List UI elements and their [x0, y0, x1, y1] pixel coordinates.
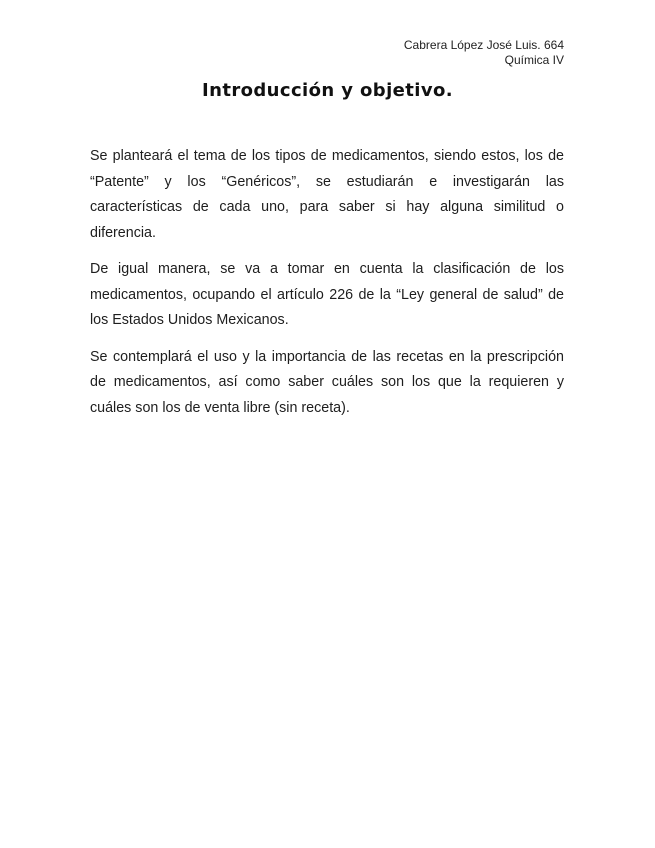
paragraph-1: Se planteará el tema de los tipos de medicamentos, siendo estos, los de “Patente” y los “Genéricos”, se estudiarán e investigarán las características de cada uno, para saber si hay alguna similitud o diferencia. — [90, 148, 564, 241]
page-header — [404, 38, 564, 68]
author-line: Cabrera López José Luis. 664 — [403, 38, 564, 52]
page-title: Introducción y objetivo. — [202, 80, 453, 101]
paragraph-2: De igual manera, se va a tomar en cuenta la clasificación de los medicamentos, ocupando el artículo 226 de la “Ley general de salud” de los Estados Unidos Mexicanos. — [90, 261, 564, 328]
paragraph-3: Se contemplará el uso y la importancia de las recetas en la prescripción de medicamentos, así como saber cuáles son los que la requieren y cuáles son los de venta libre (sin receta). — [90, 348, 564, 416]
body-text — [90, 144, 564, 432]
course-line: Química IV — [504, 53, 564, 67]
